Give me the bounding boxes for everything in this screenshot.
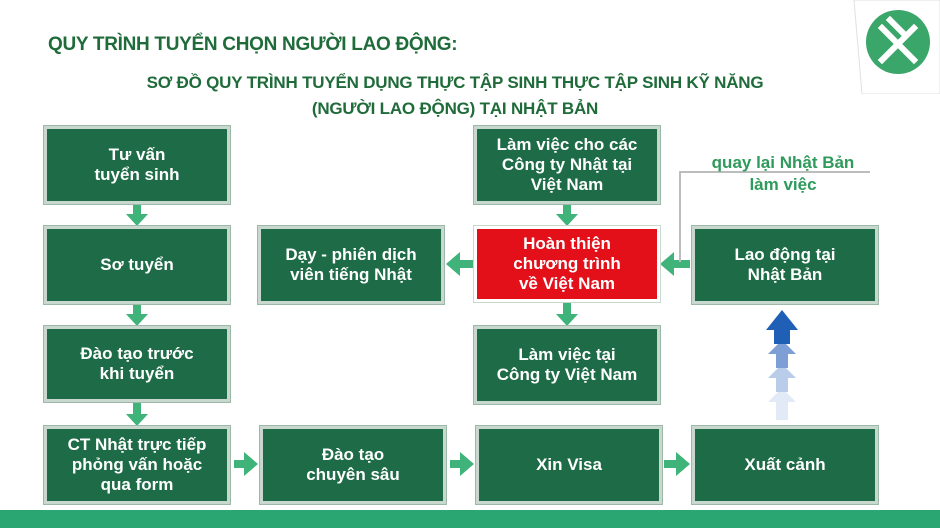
box-line: phỏng vấn hoặc [71,455,203,474]
box-line: Đào tạo [321,445,385,464]
step-so-tuyen [44,226,230,304]
box-line: khi tuyển [99,364,175,383]
subtitle-line-1: SƠ ĐỒ QUY TRÌNH TUYỂN DỤNG THỰC TẬP SINH THỰC TẬP SINH KỸ NĂNG [146,73,764,92]
arrow-visa-to-xuatcanh [664,452,690,476]
arrow-laodong-to-hoanthien [660,252,690,276]
bottom-bar [0,510,940,528]
arrow-sotuyen-to-daotao [126,304,148,326]
box-line: Xuất cảnh [744,455,826,474]
arrow-hoanthien-to-day [446,252,476,276]
box-line: Lao động tại [734,245,836,264]
step-xin-visa [476,426,662,504]
box-line: Nhật Bản [747,265,823,284]
box-line: về Việt Nam [518,274,616,293]
box-line: Xin Visa [536,455,602,474]
page-title: QUY TRÌNH TUYỂN CHỌN NGƯỜI LAO ĐỘNG: [48,34,458,55]
box-line: Việt Nam [530,175,604,194]
subtitle-line-2: (NGƯỜI LAO ĐỘNG) TẠI NHẬT BẢN [311,99,599,118]
step-hoan-thien-ve-viet-nam [474,226,660,302]
box-line: Hoàn thiện [523,234,611,253]
box-line: chuyên sâu [306,465,400,484]
arrow-hoanthien-to-lamviecviet [556,302,578,326]
box-line: Sơ tuyển [100,255,174,274]
box-line: Công ty Việt Nam [496,365,638,384]
note-line-2: làm việc [749,175,817,194]
arrow-ctnhat-to-chuyensau [234,452,258,476]
step-xuat-canh [692,426,878,504]
return-note [688,152,878,196]
step-tu-van-tuyen-sinh [44,126,230,204]
box-line: qua form [100,475,174,494]
box-line: Làm việc cho các [496,135,638,154]
note-line-1: quay lại Nhật Bản [711,153,855,172]
step-dao-tao-truoc-khi-tuyen [44,326,230,402]
box-line: Dạy - phiên dịch [285,245,417,264]
arrow-daotao-to-ctnhat [126,402,148,426]
box-line: Công ty Nhật tại [501,155,633,174]
box-line: tuyển sinh [94,165,180,184]
box-line: Đào tạo trước [80,344,194,363]
step-day-phien-dich [258,226,444,304]
arrow-lamviecnhat-to-hoanthien [556,204,578,226]
step-lao-dong-tai-nhat-ban [692,226,878,304]
box-line: viên tiếng Nhật [290,265,412,284]
step-lam-viec-cty-nhat-tai-vn [474,126,660,204]
up-arrow-stack [766,310,798,420]
step-ct-nhat-phong-van [44,426,230,504]
box-line: Làm việc tại [518,345,616,364]
box-line: chương trình [513,254,621,273]
step-dao-tao-chuyen-sau [260,426,446,504]
arrow-tuvan-to-sotuyen [126,204,148,226]
arrow-chuyensau-to-visa [450,452,474,476]
box-line: CT Nhật trực tiếp [67,435,207,454]
box-line: Tư vấn [108,145,166,164]
step-lam-viec-cty-viet-nam [474,326,660,404]
